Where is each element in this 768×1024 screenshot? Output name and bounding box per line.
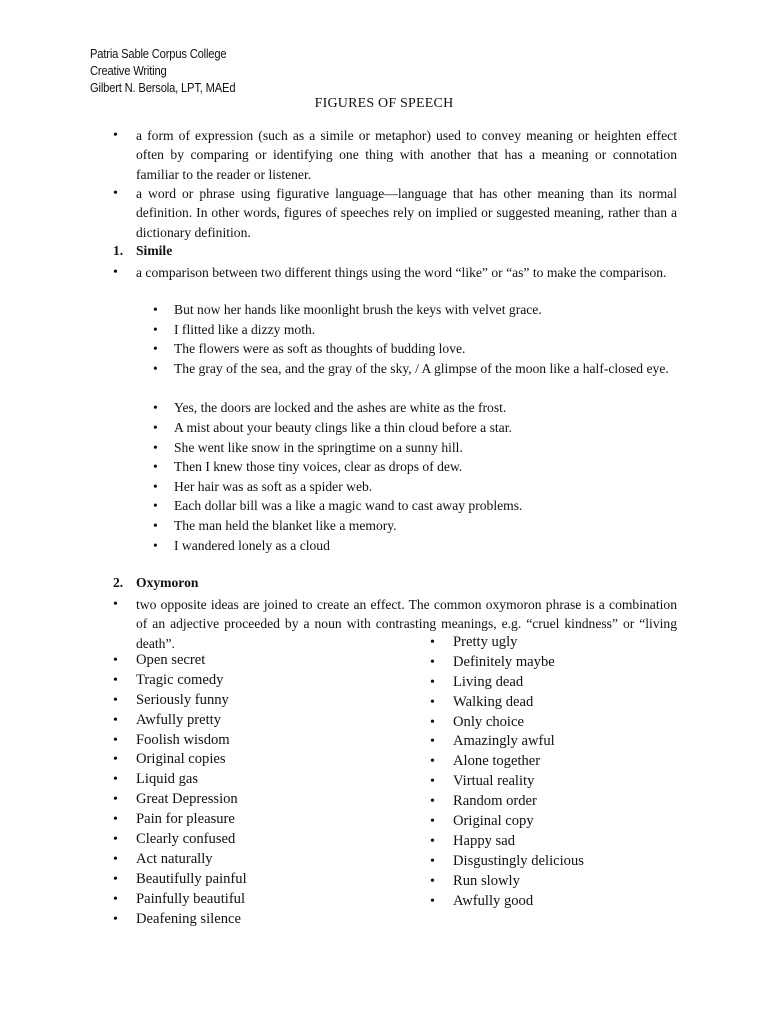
simile-definition: a comparison between two different things using the word “like” or “as” to make the comparison. — [136, 265, 667, 280]
list-item: • Definitely maybe — [430, 653, 584, 673]
list-item: • The gray of the sea, and the gray of the sky, / A glimpse of the moon like a half-closed eye. — [153, 359, 679, 398]
list-item: • She went like snow in the springtime on a sunny hill. — [153, 438, 679, 458]
definition-2: a word or phrase using figurative language—language that has other meaning than its normal definition. In other words, figures of speeches rely on implied or suggested meaning, rather than a dictionary definition. — [136, 186, 677, 240]
list-item: • Then I knew those tiny voices, clear as drops of dew. — [153, 457, 679, 477]
list-item: • Walking dead — [430, 693, 584, 713]
bullet-icon: • — [113, 128, 118, 143]
list-item: • Alone together — [430, 752, 584, 772]
bullet-icon: • — [113, 597, 118, 612]
list-item: • Pretty ugly — [430, 633, 584, 653]
page-title: FIGURES OF SPEECH — [314, 96, 454, 111]
list-item: • Liquid gas — [113, 770, 247, 790]
list-item: • Beautifully painful — [113, 870, 247, 890]
oxymoron-definition: two opposite ideas are joined to create an effect. The common oxymoron phrase is a combination of an adjective proceeded by a noun with contrasting meanings, e.g. “cruel kindness” or “living death”. — [136, 597, 677, 651]
section-title: Oxymoron — [136, 575, 199, 590]
list-item: • Awfully good — [430, 892, 584, 912]
author-name: Gilbert N. Bersola, LPT, MAEd — [90, 80, 236, 95]
bullet-icon: • — [113, 186, 118, 201]
list-item: • Her hair was as soft as a spider web. — [153, 477, 679, 497]
section-heading-oxymoron — [113, 575, 198, 591]
list-item: • Open secret — [113, 651, 247, 671]
list-item: • Clearly confused — [113, 830, 247, 850]
list-item: • A mist about your beauty clings like a thin cloud before a star. — [153, 418, 679, 438]
list-item: • Tragic comedy — [113, 671, 247, 691]
list-item: • Original copies — [113, 750, 247, 770]
list-item: • Original copy — [430, 812, 584, 832]
list-item: • Act naturally — [113, 850, 247, 870]
list-item: • The flowers were as soft as thoughts of budding love. — [153, 339, 679, 359]
list-item: • Living dead — [430, 673, 584, 693]
college-name: Patria Sable Corpus College — [90, 46, 227, 61]
list-item: • But now her hands like moonlight brush the keys with velvet grace. — [153, 300, 679, 320]
list-item: • I wandered lonely as a cloud — [153, 536, 679, 556]
list-item: • Amazingly awful — [430, 732, 584, 752]
list-item: • Foolish wisdom — [113, 731, 247, 751]
list-item: • Yes, the doors are locked and the ashes are white as the frost. — [153, 398, 679, 418]
list-item: • Virtual reality — [430, 772, 584, 792]
list-item: • Awfully pretty — [113, 711, 247, 731]
document-header — [90, 45, 235, 96]
list-item: • Deafening silence — [113, 910, 247, 930]
section-heading-simile — [113, 243, 172, 259]
list-item: • Painfully beautiful — [113, 890, 247, 910]
section-number: 1. — [113, 243, 124, 258]
list-item: • Disgustingly delicious — [430, 852, 584, 872]
list-item: • Seriously funny — [113, 691, 247, 711]
list-item: • The man held the blanket like a memory. — [153, 516, 679, 536]
simile-examples-list — [153, 300, 679, 555]
list-item: • Only choice — [430, 713, 584, 733]
definition-1: a form of expression (such as a simile or metaphor) used to convey meaning or heighten effect often by comparing or identifying one thing with another that has a meaning or connotation familiar to the reader or listener. — [136, 128, 677, 182]
list-item: • Random order — [430, 792, 584, 812]
list-item: • Each dollar bill was a like a magic wand to cast away problems. — [153, 496, 679, 516]
list-item: • Run slowly — [430, 872, 584, 892]
course-name: Creative Writing — [90, 63, 167, 78]
oxymoron-left-column — [113, 651, 247, 929]
list-item: • Great Depression — [113, 790, 247, 810]
list-item: • Happy sad — [430, 832, 584, 852]
bullet-icon: • — [113, 265, 118, 280]
section-number: 2. — [113, 575, 124, 590]
oxymoron-right-column — [430, 633, 584, 911]
section-title: Simile — [136, 243, 173, 258]
list-item: • Pain for pleasure — [113, 810, 247, 830]
list-item: • I flitted like a dizzy moth. — [153, 320, 679, 340]
